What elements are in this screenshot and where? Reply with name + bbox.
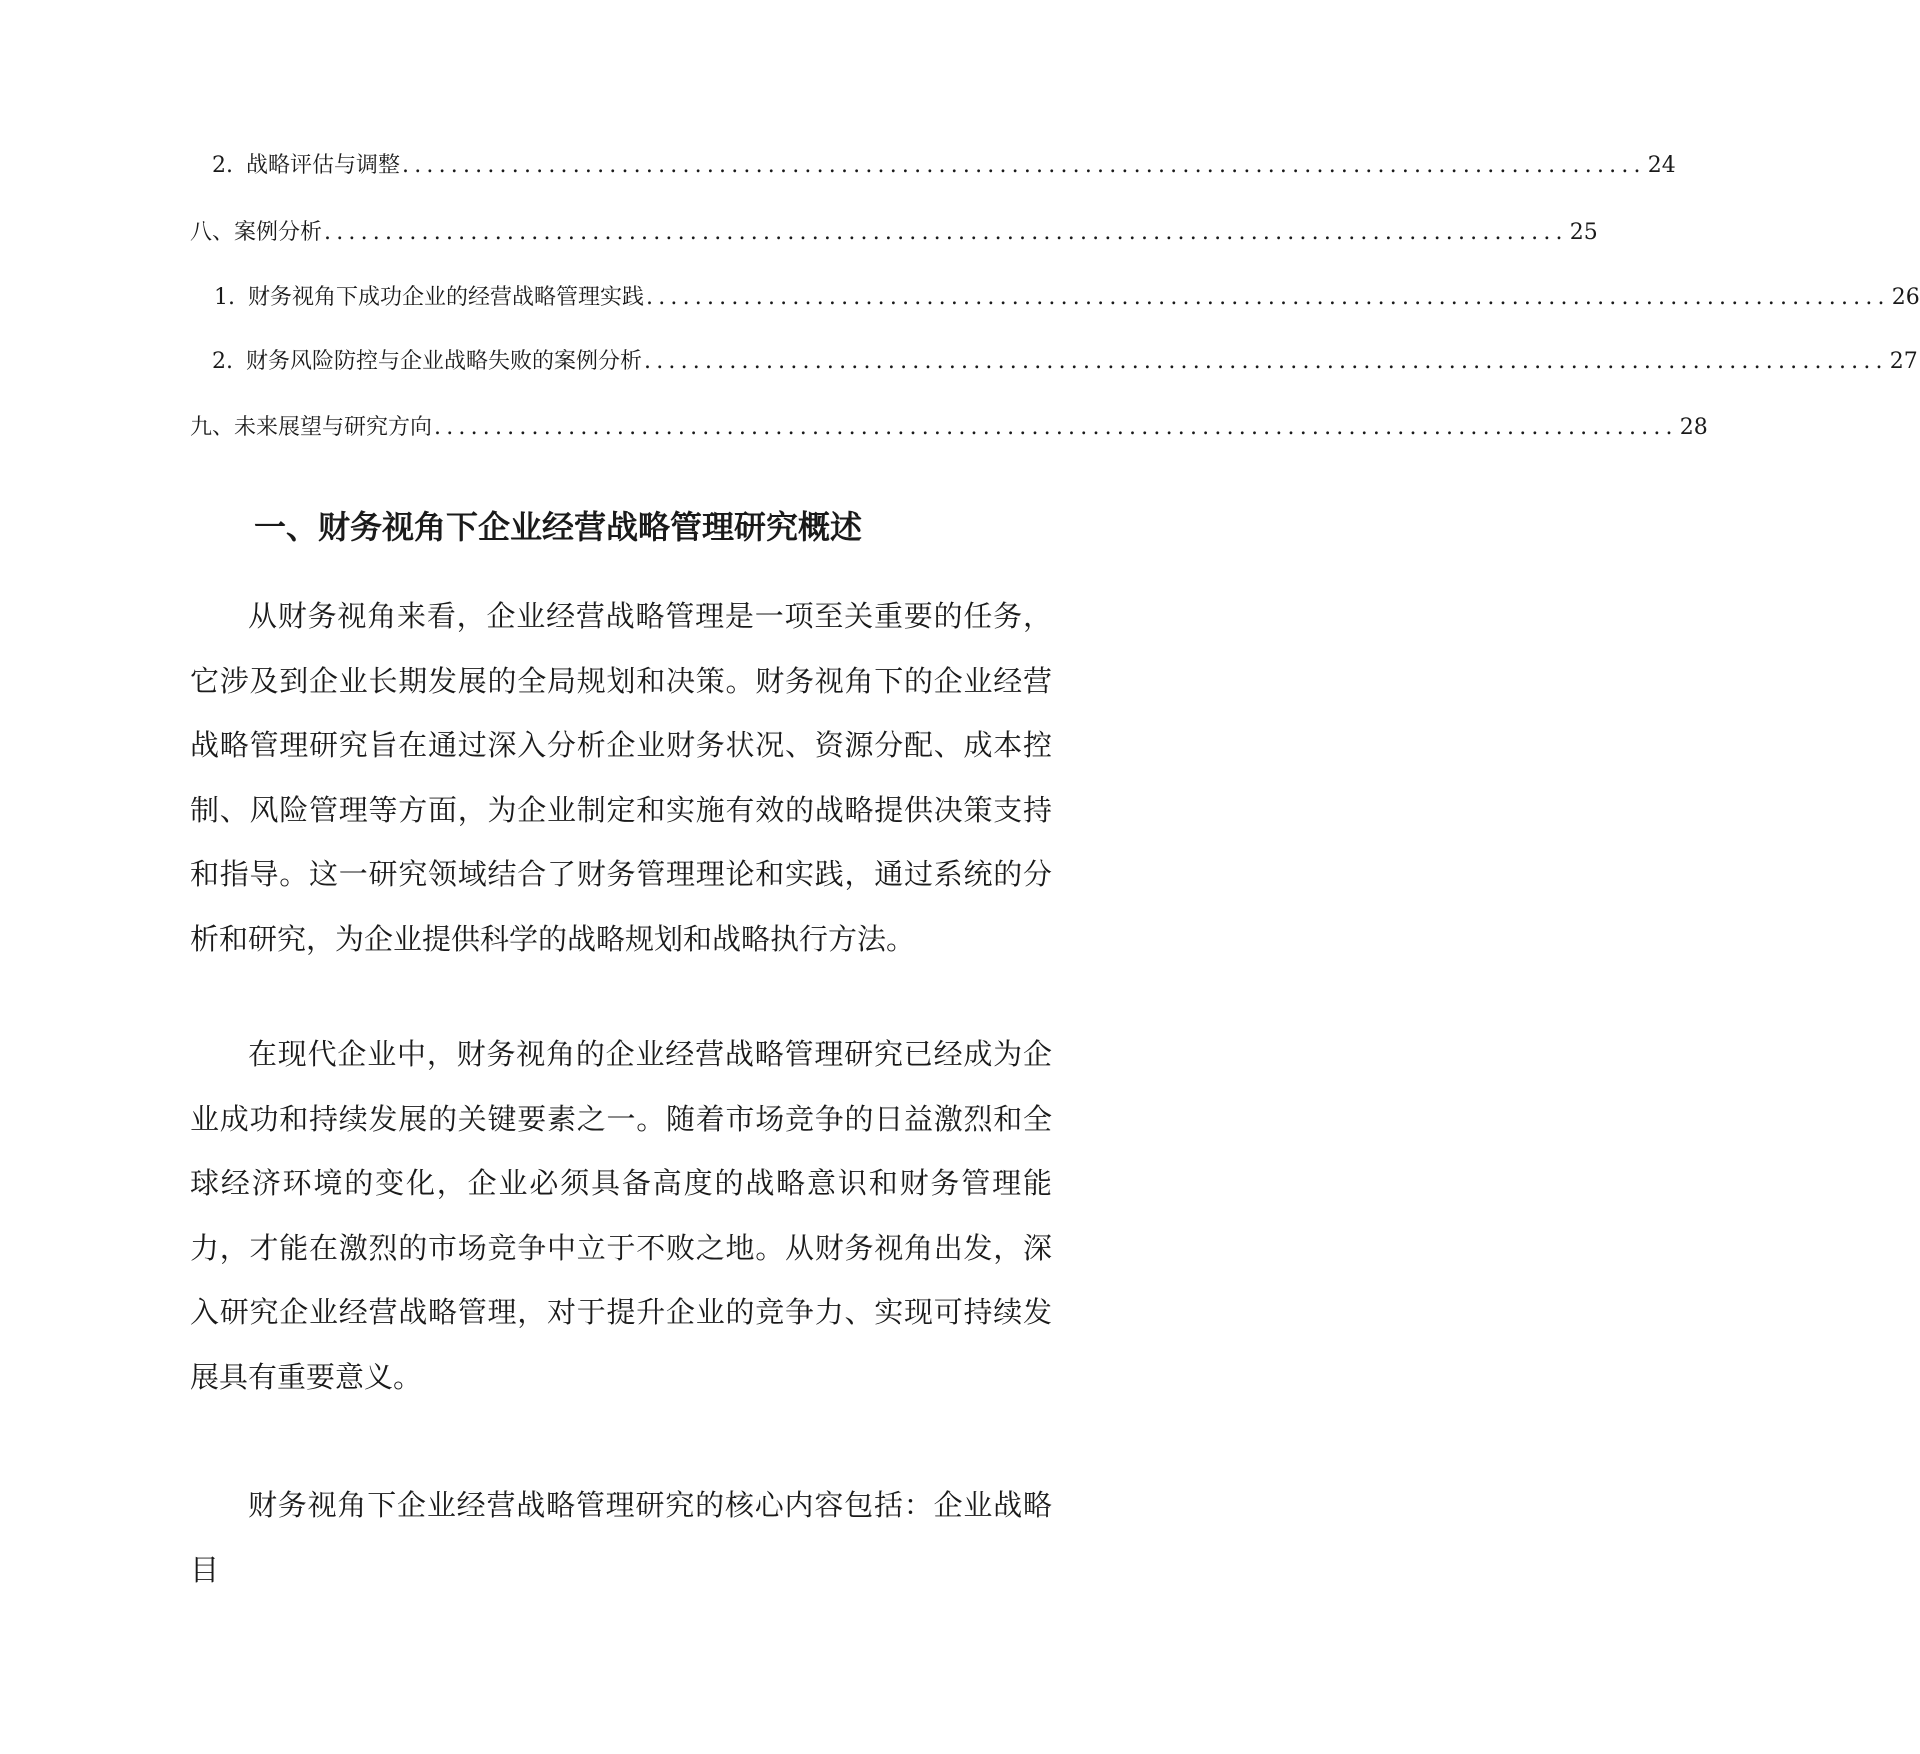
- toc-entry-title: 九、未来展望与研究方向: [190, 415, 433, 440]
- toc-dot-leader: ......................................................................................................: [434, 415, 1678, 440]
- toc-entry-strategy-evaluation[interactable]: [212, 151, 1676, 181]
- toc-entry-risk-failure-cases[interactable]: [212, 347, 1918, 377]
- toc-dot-leader: ......................................................................................................: [646, 285, 1890, 310]
- toc-entry-title: 八、案例分析: [190, 220, 323, 245]
- toc-entry-page: 28: [1679, 415, 1708, 440]
- section-heading: 一、财务视角下企业经营战略管理研究概述: [254, 508, 863, 546]
- toc-entry-success-practice[interactable]: [214, 283, 1920, 313]
- toc-entry-number: 2.: [212, 153, 233, 178]
- toc-entry-case-analysis[interactable]: [190, 218, 1598, 248]
- toc-entry-number: 1.: [214, 285, 235, 310]
- toc-entry-title: 战略评估与调整: [246, 153, 401, 178]
- body-paragraph: 财务视角下企业经营战略管理研究的核心内容包括：企业战略目: [190, 1488, 1052, 1587]
- toc-entry-page: 24: [1647, 153, 1676, 178]
- toc-entry-number: 2.: [212, 349, 233, 374]
- toc-entry-future-outlook[interactable]: [190, 413, 1708, 443]
- body-paragraph: 从财务视角来看，企业经营战略管理是一项至关重要的任务，它涉及到企业长期发展的全局规划和决策。财务视角下的企业经营战略管理研究旨在通过深入分析企业财务状况、资源分配、成本控制、风险管理等方面，为企业制定和实施有效的战略提供决策支持和指导。这一研究领域结合了财务管理理论和实践，通过系统的分析和研究，为企业提供科学的战略规划和战略执行方法。: [190, 599, 1052, 956]
- toc-entry-page: 26: [1891, 285, 1920, 310]
- body-paragraph: 在现代企业中，财务视角的企业经营战略管理研究已经成为企业成功和持续发展的关键要素之一。随着市场竞争的日益激烈和全球经济环境的变化，企业必须具备高度的战略意识和财务管理能力，才能在激烈的市场竞争中立于不败之地。从财务视角出发，深入研究企业经营战略管理，对于提升企业的竞争力、实现可持续发展具有重要意义。: [190, 1037, 1052, 1394]
- toc-entry-page: 25: [1569, 220, 1598, 245]
- toc-dot-leader: ......................................................................................................: [644, 349, 1888, 374]
- toc-entry-title: 财务风险防控与企业战略失败的案例分析: [246, 349, 643, 374]
- toc-entry-title: 财务视角下成功企业的经营战略管理实践: [248, 285, 645, 310]
- toc-entry-page: 27: [1889, 349, 1918, 374]
- toc-dot-leader: ......................................................................................................: [402, 153, 1646, 178]
- toc-dot-leader: ......................................................................................................: [324, 220, 1568, 245]
